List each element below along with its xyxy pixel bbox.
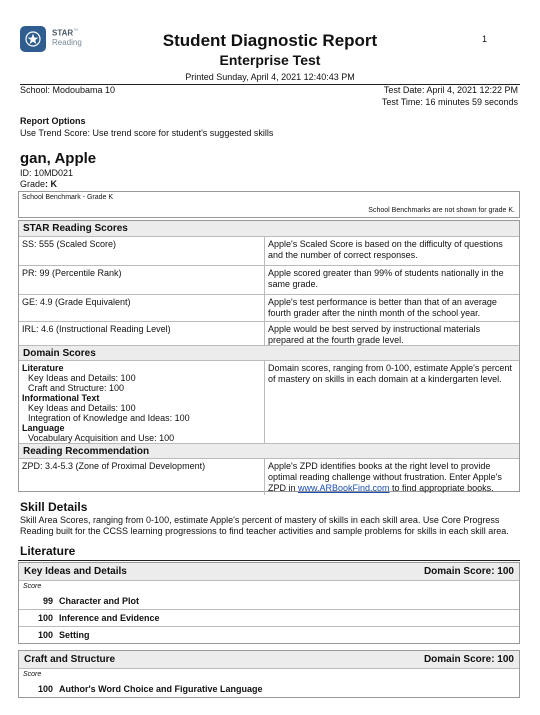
- test-date: Test Date: April 4, 2021 12:22 PM: [383, 85, 518, 95]
- skill-row: [19, 626, 519, 643]
- page-number: 1: [482, 34, 488, 44]
- skill-name: Character and Plot: [59, 595, 140, 606]
- score-row: [19, 294, 519, 321]
- student-id: ID: 10MD021: [20, 168, 74, 178]
- domain-score-list: [19, 361, 265, 443]
- score-desc: Apple scored greater than 99% of students nationally in the same grade.: [268, 268, 504, 289]
- score-rows: [19, 236, 519, 345]
- domain-score-item: Craft and Structure: 100: [28, 383, 125, 393]
- domain-desc: Domain scores, ranging from 0-100, estimate Apple's percent of mastery on skills in each domain at a kindergarten level.: [268, 363, 512, 384]
- report-options-text: Use Trend Score: Use trend score for student's suggested skills: [20, 128, 274, 138]
- domain-score-item: Integration of Knowledge and Ideas: 100: [28, 413, 190, 423]
- grade-label: Grade: [20, 179, 46, 189]
- benchmark-note: School Benchmarks are not shown for grade K.: [368, 207, 515, 214]
- school-name: School: Modoubama 10: [20, 85, 116, 95]
- skill-row: [19, 592, 519, 609]
- literature-heading: Literature: [20, 544, 76, 558]
- score-row: [19, 265, 519, 294]
- score-label: PR: 99 (Percentile Rank): [19, 266, 265, 294]
- skill-score: 100: [37, 613, 53, 623]
- report-subtitle: Enterprise Test: [219, 52, 321, 68]
- arbookfind-link[interactable]: www.ARBookFind.com: [298, 483, 390, 493]
- skill-score: 99: [42, 595, 53, 606]
- score-label: SS: 555 (Scaled Score): [19, 237, 265, 265]
- score-row: [19, 236, 519, 265]
- skill-name: Author's Word Choice and Figurative Language: [59, 683, 263, 694]
- zpd-desc-tail: to find appropriate books.: [389, 483, 494, 493]
- scores-box: [18, 220, 520, 492]
- test-time: Test Time: 16 minutes 59 seconds: [381, 97, 518, 107]
- grade-value: : K: [45, 179, 58, 189]
- score-label: GE: 4.9 (Grade Equivalent): [19, 295, 265, 321]
- score-column-label: Score: [19, 580, 519, 592]
- skill-row: [19, 609, 519, 626]
- domain-score-item: Key Ideas and Details: 100: [28, 403, 136, 413]
- logo-top: STAR: [52, 28, 74, 38]
- benchmark-box: [18, 191, 520, 218]
- skill-group-domain-score: Domain Score: 100: [423, 654, 514, 665]
- domain-category: Informational Text: [22, 393, 100, 403]
- report-options-heading: Report Options: [20, 116, 86, 126]
- logo-text: STAR™ Reading: [52, 28, 82, 47]
- score-row: [19, 321, 519, 345]
- reading-rec-heading: Reading Recommendation: [19, 443, 519, 458]
- skill-name: Inference and Evidence: [59, 613, 160, 623]
- domain-score-item: Vocabulary Acquisition and Use: 100: [28, 433, 175, 443]
- skill-group-domain-score: Domain Score: 100: [423, 566, 514, 577]
- skill-group-name: Craft and Structure: [24, 654, 116, 665]
- domain-scores-row: [19, 360, 519, 443]
- domain-category: Literature: [22, 363, 64, 373]
- skill-details-text: Skill Area Scores, ranging from 0-100, estimate Apple's percent of mastery of skills in each skill area. Use Core Progress Reading built for the CCSS learning progressions to find teacher activities and sample problems for skills in each skill area.: [20, 515, 509, 536]
- literature-rule: [18, 560, 520, 561]
- skill-row: [19, 680, 519, 697]
- skill-name: Setting: [59, 630, 90, 640]
- zpd-desc: [265, 459, 519, 495]
- logo-bottom: Reading: [52, 37, 82, 47]
- skill-group-header: [19, 651, 519, 668]
- skill-score: 100: [37, 630, 53, 640]
- skill-group-header: [19, 563, 519, 580]
- star-scores-heading: STAR Reading Scores: [19, 221, 519, 236]
- student-name: gan, Apple: [20, 150, 97, 167]
- score-column-label: Score: [19, 668, 519, 680]
- domain-scores-heading: Domain Scores: [19, 345, 519, 360]
- skill-details-heading: Skill Details: [20, 500, 88, 514]
- zpd-label: ZPD: 3.4-5.3 (Zone of Proximal Development): [19, 459, 265, 495]
- student-grade: [20, 179, 57, 189]
- score-desc: Apple's Scaled Score is based on the difficulty of questions and the number of correct responses.: [268, 239, 503, 260]
- domain-category: Language: [22, 423, 65, 433]
- skill-group-name: Key Ideas and Details: [24, 566, 127, 577]
- score-desc: Apple would be best served by instructional materials prepared at the fourth grade level.: [268, 324, 481, 345]
- reading-rec-row: [19, 458, 519, 495]
- literature-groups: [18, 562, 520, 698]
- benchmark-label: School Benchmark - Grade K: [22, 194, 114, 201]
- score-desc: Apple's test performance is better than that of an average fourth grader after the ninth month of the school year.: [268, 297, 497, 318]
- zpd-desc-text: Apple's ZPD identifies books at the right level to provide optimal reading challenge without frustration. Enter Apple's ZPD in: [268, 461, 502, 493]
- domain-score-item: Key Ideas and Details: 100: [28, 373, 136, 383]
- printed-date: Printed Sunday, April 4, 2021 12:40:43 PM: [185, 72, 355, 82]
- skill-group: [18, 650, 520, 698]
- report-title: Student Diagnostic Report: [162, 31, 378, 50]
- skill-score: 100: [37, 683, 53, 694]
- skill-group: [18, 562, 520, 644]
- score-label: IRL: 4.6 (Instructional Reading Level): [19, 322, 265, 345]
